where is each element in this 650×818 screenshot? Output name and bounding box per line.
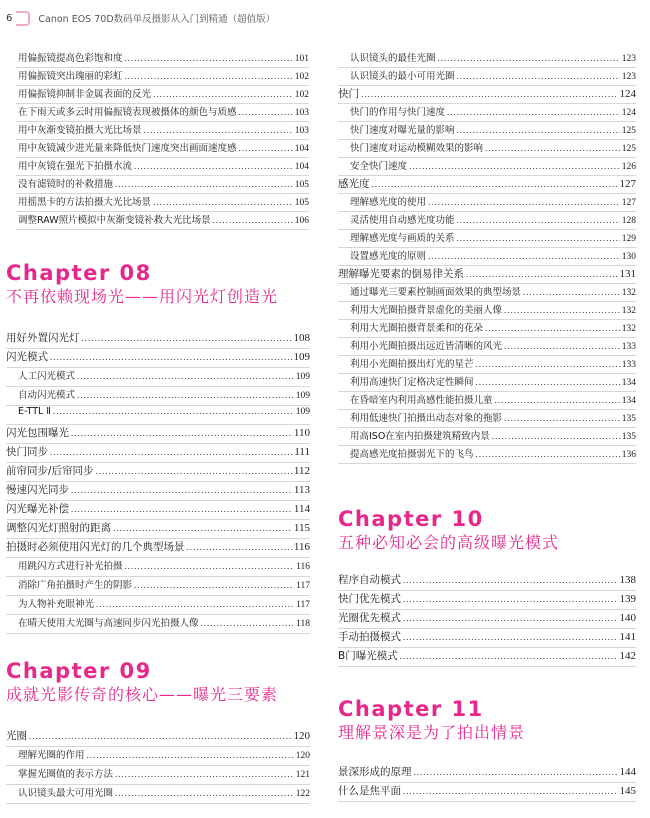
- toc-entry-title: 感光度: [338, 178, 370, 190]
- chapter-label: Chapter 08: [6, 261, 152, 285]
- toc-entry-title: 灵活使用自动感光度功能: [350, 215, 455, 226]
- toc-page-number: 109: [295, 391, 310, 401]
- toc-entry-title: 快门: [338, 88, 359, 100]
- toc-page-number: 132: [621, 324, 636, 334]
- dot-leader: [96, 599, 294, 609]
- toc-section-entry: [6, 539, 310, 558]
- toc-entry-title: 自动闪光模式: [18, 390, 76, 401]
- toc-page-number: 132: [621, 306, 636, 316]
- toc-entry-title: 利用低速快门拍摄出动态对象的拖影: [350, 413, 503, 424]
- toc-section-ch7-tail: [16, 50, 309, 230]
- toc-entry: [16, 140, 309, 158]
- dot-leader: [50, 352, 292, 362]
- dot-leader: [495, 395, 620, 405]
- toc-section-entry: [6, 349, 310, 368]
- toc-section-entry: [6, 501, 310, 520]
- toc-page-number: 106: [294, 216, 309, 226]
- dot-leader: [492, 431, 620, 441]
- chapter-label: Chapter 10: [338, 507, 484, 531]
- toc-page-number: 133: [621, 360, 636, 370]
- toc-entry: [338, 410, 636, 428]
- toc-entry-title: 没有滤镜时的补救措施: [18, 179, 114, 190]
- toc-entry: [16, 68, 309, 86]
- dot-leader: [428, 197, 620, 207]
- toc-entry: [16, 104, 309, 122]
- toc-entry: [6, 766, 310, 785]
- toc-page-number: 113: [293, 484, 310, 496]
- toc-entry: [6, 406, 310, 425]
- toc-page-number: 120: [293, 730, 310, 742]
- chapter-title: 不再依赖现场光——用闪光灯创造光: [6, 287, 279, 306]
- toc-section-entry: [6, 463, 310, 482]
- dot-leader: [476, 359, 620, 369]
- toc-page-number: 103: [294, 108, 309, 118]
- toc-entry-title: 快门速度对曝光量的影响: [350, 125, 455, 136]
- chapter-8-header: [6, 262, 310, 307]
- toc-entry-title: 用偏振镜抑制非金属表面的反光: [18, 89, 152, 100]
- toc-section-entry: [338, 629, 636, 648]
- toc-entry-title: 提高感光度拍摄弱光下的飞鸟: [350, 449, 474, 460]
- toc-page-number: 109: [295, 407, 310, 417]
- toc-entry: [338, 284, 636, 302]
- toc-page-number: 118: [296, 619, 310, 629]
- page-number: 6: [6, 12, 13, 24]
- dot-leader: [428, 251, 620, 261]
- dot-leader: [115, 769, 294, 779]
- toc-page-number: 135: [621, 432, 636, 442]
- dot-leader: [201, 618, 295, 628]
- dot-leader: [414, 767, 618, 777]
- toc-page-number: 128: [621, 216, 636, 226]
- dot-leader: [115, 788, 294, 798]
- toc-entry-title: 调整闪光灯照射的距离: [6, 522, 111, 534]
- toc-page-number: 102: [294, 72, 309, 82]
- toc-page-number: 126: [621, 162, 636, 172]
- dot-leader: [438, 53, 620, 63]
- toc-page-number: 142: [619, 650, 636, 662]
- toc-page-number: 140: [619, 612, 636, 624]
- toc-entry: [338, 194, 636, 212]
- toc-section-entry: [338, 572, 636, 591]
- toc-entry-title: 调整RAW照片模拟中灰渐变镜补救大光比场景: [18, 215, 211, 226]
- toc-entry-title: 用中灰镜在强光下拍摄水流: [18, 161, 133, 172]
- dot-leader: [485, 143, 620, 153]
- toc-page-number: 109: [293, 351, 310, 363]
- toc-entry-title: 利用大光圈拍摄背景虚化的美丽人像: [350, 305, 503, 316]
- toc-page-number: 127: [619, 178, 636, 190]
- toc-entry: [6, 368, 310, 387]
- dot-leader: [457, 125, 620, 135]
- dot-leader: [485, 323, 620, 333]
- toc-page-number: 122: [295, 789, 310, 799]
- toc-page-number: 117: [296, 581, 310, 591]
- toc-page-number: 120: [295, 751, 310, 761]
- toc-entry-title: 认识镜头的最小可用光圈: [350, 71, 455, 82]
- toc-page-number: 108: [293, 332, 310, 344]
- toc-entry: [16, 158, 309, 176]
- toc-entry-title: 拍摄时必须使用闪光灯的几个典型场景: [6, 541, 185, 553]
- dot-leader: [125, 561, 295, 571]
- dot-leader: [71, 485, 292, 495]
- toc-page-number: 105: [294, 198, 309, 208]
- dot-leader: [403, 594, 618, 604]
- toc-entry-title: 程序自动模式: [338, 574, 401, 586]
- toc-entry: [6, 577, 310, 596]
- toc-entry-title: 理解光圈的作用: [18, 750, 85, 761]
- toc-entry: [338, 50, 636, 68]
- toc-section-ch9-cont: [338, 50, 636, 464]
- chapter-title: 成就光影传奇的核心——曝光三要素: [6, 685, 279, 704]
- toc-entry-title: 用好外置闪光灯: [6, 332, 80, 344]
- dot-leader: [476, 377, 620, 387]
- toc-entry: [6, 785, 310, 804]
- toc-section-entry: [338, 783, 636, 802]
- dot-leader: [239, 107, 293, 117]
- toc-page-number: 104: [294, 144, 309, 154]
- toc-section-entry: [6, 520, 310, 539]
- toc-section-entry: [338, 176, 636, 194]
- toc-entry: [338, 212, 636, 230]
- dot-leader: [466, 269, 618, 279]
- toc-entry: [6, 615, 310, 634]
- toc-entry-title: 用偏振镜突出瑰丽的彩虹: [18, 71, 123, 82]
- toc-page-number: 116: [296, 562, 310, 572]
- toc-entry-title: B门曝光模式: [338, 650, 398, 662]
- toc-entry-title: 在晴天使用大光圈与高速同步闪光拍摄人像: [18, 618, 199, 629]
- dot-leader: [134, 161, 293, 171]
- toc-section-ch9: [6, 728, 310, 804]
- toc-entry: [16, 194, 309, 212]
- toc-entry-title: 为人物补充眼神光: [18, 599, 95, 610]
- toc-entry-title: 认识镜头最大可用光圈: [18, 788, 114, 799]
- toc-page-number: 123: [621, 72, 636, 82]
- toc-page-number: 130: [621, 252, 636, 262]
- toc-section-ch10: [338, 572, 636, 667]
- dot-leader: [134, 580, 294, 590]
- toc-entry-title: 快门同步: [6, 446, 48, 458]
- dot-leader: [457, 215, 620, 225]
- dot-leader: [403, 613, 618, 623]
- toc-section-ch11: [338, 764, 636, 802]
- toc-page-number: 136: [621, 450, 636, 460]
- dot-leader: [50, 447, 292, 457]
- toc-entry-title: 用摇黑卡的方法拍摄大光比场景: [18, 197, 152, 208]
- toc-section-entry: [338, 591, 636, 610]
- dot-leader: [409, 161, 620, 171]
- toc-entry: [16, 176, 309, 194]
- toc-section-entry: [338, 266, 636, 284]
- dot-leader: [113, 523, 292, 533]
- toc-page-number: 134: [621, 378, 636, 388]
- dot-leader: [372, 179, 618, 189]
- toc-section-entry: [338, 610, 636, 629]
- toc-entry: [338, 302, 636, 320]
- dot-leader: [71, 504, 292, 514]
- toc-entry: [338, 122, 636, 140]
- dot-leader: [96, 466, 292, 476]
- dot-leader: [476, 449, 620, 459]
- toc-entry: [16, 86, 309, 104]
- dot-leader: [403, 786, 618, 796]
- toc-page-number: 127: [621, 198, 636, 208]
- toc-page-number: 110: [293, 427, 310, 439]
- dot-leader: [504, 413, 620, 423]
- dot-leader: [71, 428, 292, 438]
- toc-entry-title: 快门优先模式: [338, 593, 401, 605]
- toc-section-entry: [6, 728, 310, 747]
- chapter-11-header: [338, 698, 636, 743]
- dot-leader: [125, 71, 293, 81]
- toc-entry-title: 快门速度对运动模糊效果的影响: [350, 143, 484, 154]
- page-tab-decoration: [16, 11, 30, 26]
- toc-entry-title: 用中灰镜减少进光量来降低快门速度突出画面速度感: [18, 143, 237, 154]
- toc-page-number: 102: [294, 90, 309, 100]
- toc-entry-title: 通过曝光三要素控制画面效果的典型场景: [350, 287, 522, 298]
- toc-entry: [6, 558, 310, 577]
- toc-page-number: 104: [294, 162, 309, 172]
- toc-page-number: 101: [294, 54, 309, 64]
- toc-entry: [338, 248, 636, 266]
- toc-page-number: 138: [619, 574, 636, 586]
- toc-entry-title: 认识镜头的最佳光圈: [350, 53, 436, 64]
- chapter-label: Chapter 09: [6, 659, 152, 683]
- toc-entry: [338, 104, 636, 122]
- toc-entry-title: 用跳闪方式进行补光拍摄: [18, 561, 123, 572]
- toc-entry-title: E-TTL Ⅱ: [18, 406, 51, 417]
- toc-page-number: 131: [619, 268, 636, 280]
- toc-entry: [338, 392, 636, 410]
- toc-entry: [16, 212, 309, 230]
- toc-section-entry: [6, 444, 310, 463]
- toc-page-number: 133: [621, 342, 636, 352]
- dot-leader: [213, 215, 293, 225]
- dot-leader: [457, 233, 620, 243]
- dot-leader: [523, 287, 620, 297]
- toc-entry: [16, 50, 309, 68]
- dot-leader: [153, 197, 293, 207]
- toc-page-number: 115: [293, 522, 310, 534]
- toc-page-number: 125: [621, 126, 636, 136]
- toc-entry-title: 消除广角拍摄时产生的阴影: [18, 580, 133, 591]
- toc-page-number: 129: [621, 234, 636, 244]
- toc-entry-title: 利用小光圈拍摄出灯光的星芒: [350, 359, 474, 370]
- toc-section-entry: [6, 330, 310, 349]
- running-header: [6, 11, 275, 25]
- toc-entry-title: 理解感光度与画质的关系: [350, 233, 455, 244]
- chapter-label: Chapter 11: [338, 697, 484, 721]
- toc-entry-title: 闪光包围曝光: [6, 427, 69, 439]
- toc-section-entry: [6, 425, 310, 444]
- toc-section-entry: [338, 86, 636, 104]
- toc-page-number: 114: [293, 503, 310, 515]
- dot-leader: [144, 125, 293, 135]
- toc-entry: [16, 122, 309, 140]
- chapter-title: 五种必知必会的高级曝光模式: [338, 533, 560, 552]
- toc-page-number: 125: [621, 144, 636, 154]
- dot-leader: [125, 53, 293, 63]
- toc-page-number: 111: [294, 446, 310, 458]
- book-title: Canon EOS 70D数码单反摄影从入门到精通（超值版）: [38, 14, 276, 25]
- toc-entry-title: 用偏振镜提高色彩饱和度: [18, 53, 123, 64]
- toc-entry: [338, 374, 636, 392]
- chapter-10-header: [338, 508, 636, 553]
- toc-page-number: 116: [293, 541, 310, 553]
- toc-entry-title: 掌握光圈值的表示方法: [18, 769, 114, 780]
- toc-entry: [6, 747, 310, 766]
- chapter-9-header: [6, 660, 310, 705]
- toc-entry: [338, 68, 636, 86]
- toc-entry-title: 安全快门速度: [350, 161, 408, 172]
- toc-page-number: 141: [619, 631, 636, 643]
- toc-entry-title: 理解曝光要素的倒易律关系: [338, 268, 464, 280]
- dot-leader: [29, 731, 292, 741]
- dot-leader: [53, 406, 294, 416]
- toc-entry: [338, 428, 636, 446]
- toc-entry-title: 用中灰渐变镜拍摄大光比场景: [18, 125, 142, 136]
- toc-entry-title: 用高ISO在室内拍摄建筑精致内景: [350, 431, 490, 442]
- toc-page-number: 109: [295, 372, 310, 382]
- toc-entry-title: 前帘同步/后帘同步: [6, 465, 94, 477]
- toc-page-number: 123: [621, 54, 636, 64]
- toc-entry-title: 快门的作用与快门速度: [350, 107, 446, 118]
- dot-leader: [87, 750, 294, 760]
- dot-leader: [153, 89, 293, 99]
- toc-page-number: 132: [621, 288, 636, 298]
- toc-entry-title: 景深形成的原理: [338, 766, 412, 778]
- toc-page-number: 117: [296, 600, 310, 610]
- toc-page-number: 103: [294, 126, 309, 136]
- toc-entry-title: 什么是焦平面: [338, 785, 401, 797]
- toc-page-number: 144: [619, 766, 636, 778]
- toc-section-entry: [6, 482, 310, 501]
- toc-entry-title: 设置感光度的原则: [350, 251, 427, 262]
- chapter-title: 理解景深是为了拍出情景: [338, 723, 526, 742]
- toc-entry-title: 闪光曝光补偿: [6, 503, 69, 515]
- toc-entry: [338, 446, 636, 464]
- toc-entry-title: 光圈: [6, 730, 27, 742]
- toc-entry-title: 利用小光圈拍摄出远近皆清晰的风光: [350, 341, 503, 352]
- toc-page-number: 121: [295, 770, 310, 780]
- toc-entry: [338, 140, 636, 158]
- dot-leader: [504, 305, 620, 315]
- toc-entry-title: 利用高速快门定格决定性瞬间: [350, 377, 474, 388]
- toc-entry: [338, 158, 636, 176]
- toc-entry-title: 人工闪光模式: [18, 371, 76, 382]
- dot-leader: [400, 651, 618, 661]
- toc-page-number: 139: [619, 593, 636, 605]
- toc-entry-title: 闪光模式: [6, 351, 48, 363]
- toc-entry-title: 理解感光度的使用: [350, 197, 427, 208]
- dot-leader: [504, 341, 620, 351]
- dot-leader: [77, 371, 294, 381]
- dot-leader: [361, 89, 618, 99]
- dot-leader: [403, 575, 618, 585]
- toc-entry-title: 利用大光圈拍摄背景柔和的花朵: [350, 323, 484, 334]
- dot-leader: [457, 71, 620, 81]
- toc-section-entry: [338, 764, 636, 783]
- dot-leader: [82, 333, 292, 343]
- toc-entry-title: 慢速闪光同步: [6, 484, 69, 496]
- toc-page-number: 105: [294, 180, 309, 190]
- toc-page-number: 145: [619, 785, 636, 797]
- dot-leader: [403, 632, 618, 642]
- dot-leader: [239, 143, 293, 153]
- toc-entry: [338, 230, 636, 248]
- toc-entry: [338, 320, 636, 338]
- toc-page-number: 135: [621, 414, 636, 424]
- toc-entry-title: 在下雨天或多云时用偏振镜表现被摄体的颜色与质感: [18, 107, 237, 118]
- toc-section-ch8: [6, 330, 310, 634]
- toc-entry: [338, 356, 636, 374]
- toc-section-entry: [338, 648, 636, 667]
- toc-page-number: 124: [619, 88, 636, 100]
- toc-entry-title: 手动拍摄模式: [338, 631, 401, 643]
- toc-entry: [6, 596, 310, 615]
- dot-leader: [187, 542, 292, 552]
- toc-page-number: 124: [621, 108, 636, 118]
- dot-leader: [77, 390, 294, 400]
- toc-entry: [6, 387, 310, 406]
- dot-leader: [447, 107, 620, 117]
- toc-entry-title: 光圈优先模式: [338, 612, 401, 624]
- toc-entry: [338, 338, 636, 356]
- toc-page-number: 134: [621, 396, 636, 406]
- toc-page-number: 112: [293, 465, 310, 477]
- dot-leader: [115, 179, 293, 189]
- toc-entry-title: 在昏暗室内利用高感性能拍摄儿童: [350, 395, 493, 406]
